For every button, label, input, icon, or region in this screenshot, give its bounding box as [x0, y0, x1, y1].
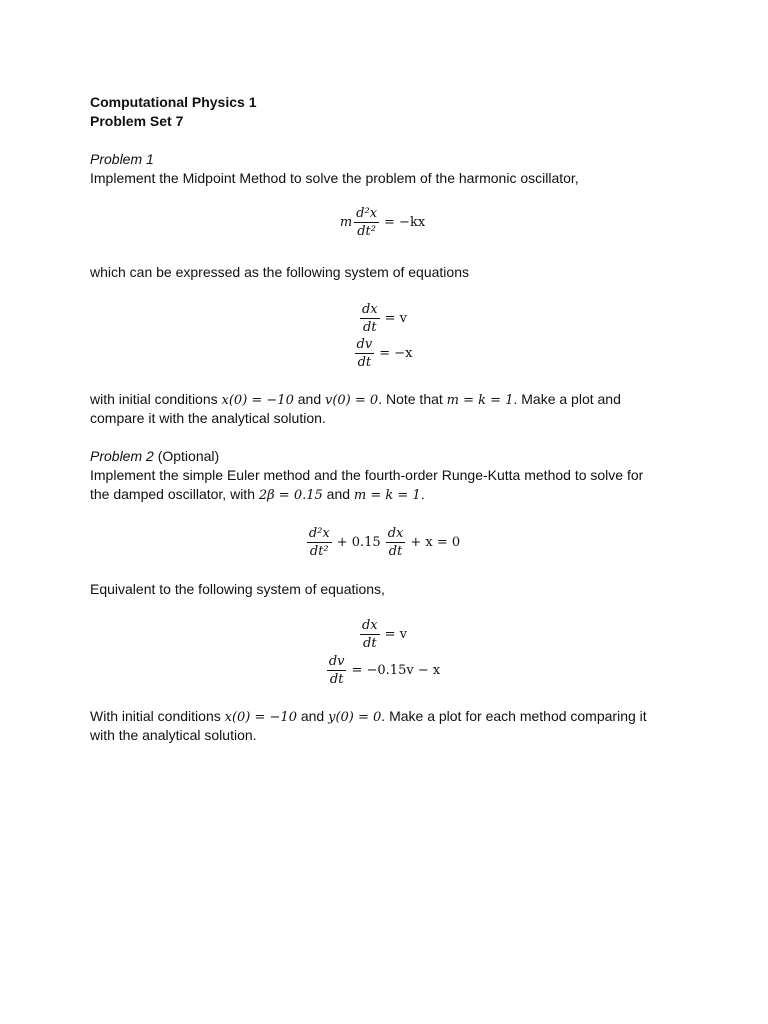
eq-fraction	[360, 619, 380, 650]
eq-denominator: dt	[388, 544, 403, 559]
eq-numerator: d²x	[308, 526, 330, 541]
eq-denominator: dt²	[309, 544, 329, 559]
eq-fraction	[327, 655, 347, 686]
eq-fraction	[354, 207, 379, 238]
math-mk: m = k = 1	[446, 393, 514, 408]
eq-numerator: dx	[387, 526, 404, 541]
optional-label: (Optional)	[153, 448, 220, 464]
problem-1-intro: Implement the Midpoint Method to solve the problem of the harmonic oscillator,	[90, 170, 579, 186]
math-mk: m = k = 1	[353, 488, 421, 503]
eq-rhs: = −0.15v − x	[351, 663, 441, 678]
math-y0: y(0) = 0	[328, 710, 382, 725]
problem-1-system-intro: which can be expressed as the following system of equations	[90, 264, 469, 280]
math-x0: x(0) = −10	[224, 710, 297, 725]
text: and	[293, 391, 325, 407]
problem-1-main-equation	[0, 207, 768, 238]
eq-denominator: dt	[363, 636, 377, 651]
eq-middle-term: + 0.15	[336, 535, 381, 550]
problem-2-system-intro: Equivalent to the following system of equations,	[90, 581, 385, 597]
eq-fraction	[386, 527, 406, 558]
problem-2-title: Problem 2	[90, 448, 154, 464]
math-x0: x(0) = −10	[221, 393, 294, 408]
eq-rhs: = −kx	[384, 215, 426, 230]
text: . Note that	[378, 391, 447, 407]
problem-2-intro-line-2	[90, 485, 425, 505]
eq-rhs: = v	[384, 311, 408, 326]
problem-2-conditions-line-2: with the analytical solution.	[90, 727, 257, 743]
math-beta: 2β = 0.15	[258, 488, 323, 503]
text: the damped oscillator, with	[90, 486, 259, 502]
text: and	[322, 486, 354, 502]
problem-set-title: Problem Set 7	[90, 113, 184, 129]
eq-numerator: dv	[328, 654, 345, 669]
text: with initial conditions	[90, 391, 222, 407]
eq-rhs: = v	[384, 627, 408, 642]
eq-coefficient: m	[339, 215, 353, 230]
problem-1-conditions-line-2: compare it with the analytical solution.	[90, 410, 326, 426]
problem-2-conditions	[90, 707, 647, 727]
problem-2-system-eq-2	[0, 652, 768, 686]
eq-numerator: d²x	[356, 206, 378, 221]
eq-numerator: dx	[361, 618, 378, 633]
text: .	[420, 486, 425, 502]
eq-denominator: dt	[329, 672, 344, 687]
eq-denominator: dt	[363, 320, 377, 335]
text: and	[296, 708, 329, 724]
text: . Make a plot and	[513, 391, 621, 407]
eq-fraction	[355, 338, 375, 369]
eq-rhs: + x = 0	[410, 535, 461, 550]
text: . Make a plot for each method comparing it	[381, 708, 647, 724]
problem-1-heading: Problem 1	[90, 151, 154, 167]
course-title: Computational Physics 1	[90, 94, 257, 110]
eq-numerator: dx	[361, 302, 378, 317]
problem-2-system-eq-1	[0, 616, 768, 650]
problem-1-conditions	[90, 390, 621, 410]
problem-2-intro: Implement the simple Euler method and the fourth-order Runge-Kutta method to solve for	[90, 467, 644, 483]
eq-denominator: dt²	[357, 224, 376, 239]
eq-rhs: = −x	[379, 346, 413, 361]
problem-1-system-eq-2	[0, 335, 768, 369]
problem-1-system-eq-1	[0, 300, 768, 334]
eq-fraction	[307, 527, 332, 558]
eq-denominator: dt	[357, 355, 372, 370]
problem-2-heading	[90, 447, 219, 466]
eq-numerator: dv	[356, 337, 373, 352]
math-v0: v(0) = 0	[325, 393, 379, 408]
problem-2-main-equation	[0, 524, 768, 558]
eq-fraction	[360, 303, 380, 334]
text: With initial conditions	[90, 708, 225, 724]
